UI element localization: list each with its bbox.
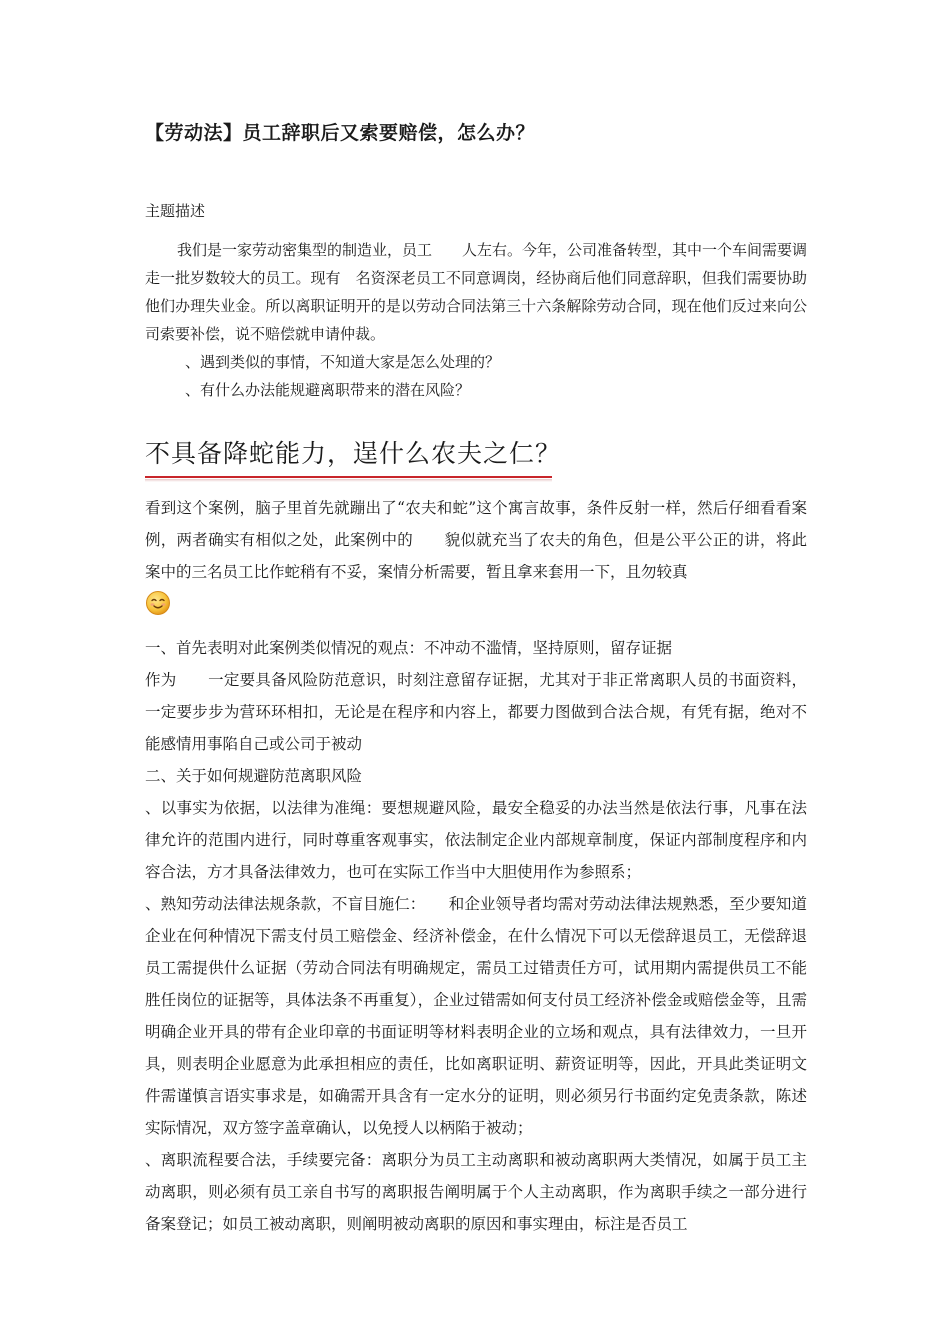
point-2-heading: 二、关于如何规避防范离职风险 — [145, 767, 363, 785]
topic-label: 主题描述 — [145, 202, 206, 220]
intro-paragraph: 我们是一家劳动密集型的制造业，员工 人左右。今年，公司准备转型，其中一个车间需要调走一批岁数较大的员工。现有 名资深老员工不同意调岗，经协商后他们同意辞职，但我们需要协助他们办理失业金。所以离职证明开的是以劳动合同法第三十六条解除劳动合同，现在他们反过来向公司索要补偿，说不赔偿就申请仲裁。 — [145, 241, 808, 343]
article-paragraph-1: 看到这个案例，脑子里首先就蹦出了“农夫和蛇”这个寓言故事，条件反射一样，然后仔细看看案例，两者确实有相似之处，此案例中的 貌似就充当了农夫的角色，但是公平公正的讲，将此案中的三名员工比作蛇稍有不妥，案情分析需要，暂且拿来套用一下，且勿较真 — [145, 499, 807, 581]
point-2-item-2: 、熟知劳动法律法规条款，不盲目施仁： 和企业领导者均需对劳动法律法规熟悉，至少要知道企业在何种情况下需支付员工赔偿金、经济补偿金，在什么情况下可以无偿辞退员工，无偿辞退员工需提供什么证据（劳动合同法有明确规定，需员工过错责任方可，试用期内需提供员工不能胜任岗位的证据等，具体法条不再重复），企业过错需如何支付员工经济补偿金或赔偿金等，且需明确企业开具的带有企业印章的书面证明等材料表明企业的立场和观点，具有法律效力，一旦开具，则表明企业愿意为此承担相应的责任，比如离职证明、薪资证明等，因此，开具此类证明文件需谨慎言语实事求是，如确需开具含有一定水分的证明，则必须另行书面约定免责条款，陈述实际情况，双方签字盖章确认，以免授人以柄陷于被动； — [145, 895, 807, 1137]
smiling-face-icon — [145, 590, 171, 627]
section-heading: 不具备降蛇能力，逞什么农夫之仁？ — [145, 439, 562, 468]
topic-description — [145, 236, 807, 404]
heading-underline-shadow — [145, 479, 552, 482]
emoji-line — [145, 588, 807, 622]
point-2-item-3: 、离职流程要合法，手续要完备：离职分为员工主动离职和被动离职两大类情况，如属于员工主动离职，则必须有员工亲自书写的离职报告阐明属于个人主动离职，作为离职手续之一部分进行备案登记；如员工被动离职，则阐明被动离职的原因和事实理由，标注是否员工 — [145, 1151, 807, 1233]
document-title: 【劳动法】员工辞职后又索要赔偿，怎么办？ — [145, 122, 536, 144]
article-body — [145, 492, 807, 1240]
intro-question-1: 、遇到类似的事情，不知道大家是怎么处理的？ — [185, 353, 501, 371]
point-2-item-1: 、以事实为依据，以法律为准绳：要想规避风险，最安全稳妥的办法当然是依法行事，凡事在法律允许的范围内进行，同时尊重客观事实，依法制定企业内部规章制度，保证内部制度程序和内容合法，方才具备法律效力，也可在实际工作当中大胆使用作为参照系； — [145, 799, 807, 881]
section-heading-block — [145, 436, 561, 472]
heading-underline — [145, 476, 552, 478]
point-1-heading: 一、首先表明对此案例类似情况的观点：不冲动不滥情，坚持原则，留存证据 — [145, 639, 673, 657]
point-1-body: 作为 一定要具备风险防范意识，时刻注意留存证据，尤其对于非正常离职人员的书面资料，一定要步步为营环环相扣，无论是在程序和内容上，都要力图做到合法合规，有凭有据，绝对不能感情用事陷自己或公司于被动 — [145, 671, 807, 753]
intro-question-2: 、有什么办法能规避离职带来的潜在风险？ — [185, 381, 471, 399]
